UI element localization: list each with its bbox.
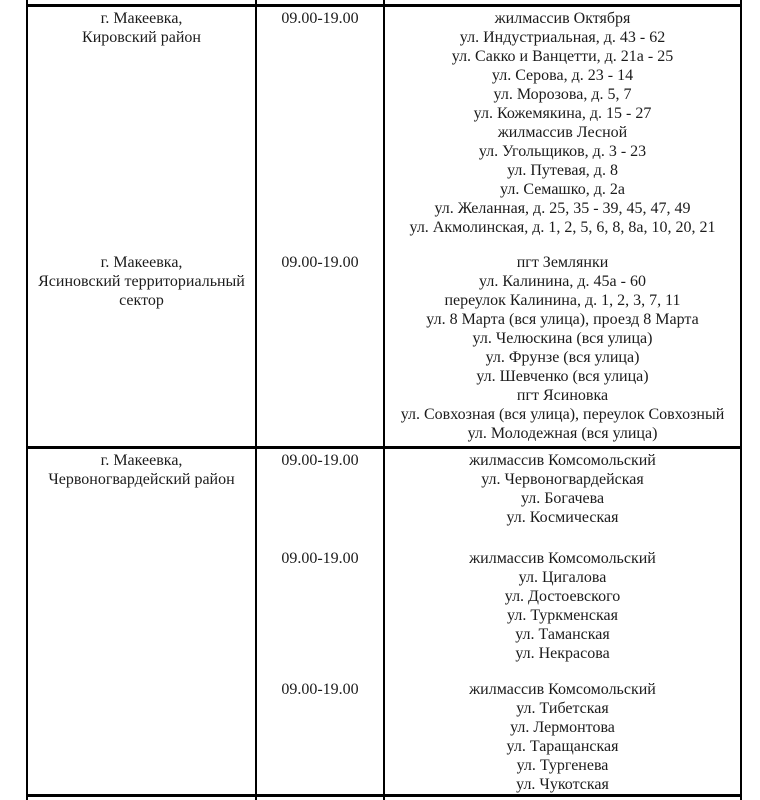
street-lines	[385, 9, 740, 237]
street-lines	[385, 680, 740, 794]
location-line: г. Макеевка,	[100, 254, 183, 271]
streets-cell	[385, 663, 742, 680]
location-cell	[26, 527, 257, 549]
street-line: ул. Угольщиков, д. 3 - 23	[478, 143, 647, 160]
streets-cell	[385, 0, 742, 4]
time-cell	[257, 549, 385, 663]
streets-cell	[385, 237, 742, 253]
time-cell	[257, 449, 385, 527]
street-line: ул. Морозова, д. 5, 7	[493, 86, 632, 103]
street-line: ул. Богачева	[520, 490, 605, 507]
time-cell	[257, 7, 385, 237]
location-cell	[26, 449, 257, 527]
section-chervonogvardeysky-2	[26, 549, 742, 663]
street-line: ул. Тургенева	[516, 757, 609, 774]
time-range: 09.00-19.00	[281, 550, 359, 567]
streets-cell	[385, 527, 742, 549]
section-chervonogvardeysky-3	[26, 680, 742, 794]
time-cell	[257, 253, 385, 446]
time-cell	[257, 237, 385, 253]
street-line: ул. Калинина, д. 45а - 60	[479, 273, 646, 290]
street-line: ул. Чукотская	[516, 776, 609, 793]
street-line: ул. Червоногвардейская	[481, 471, 644, 488]
outage-schedule-table	[26, 0, 742, 800]
table-row	[26, 7, 742, 446]
street-line: переулок Калинина, д. 1, 2, 3, 7, 11	[444, 292, 681, 309]
location-line: г. Макеевка,	[100, 10, 183, 27]
street-line: жилмассив Комсомольский	[469, 681, 656, 698]
location-line: Ясиновский территориальный	[38, 273, 245, 290]
streets-cell	[385, 680, 742, 794]
streets-cell	[385, 253, 742, 446]
street-line: пгт Ясиновка	[516, 387, 609, 404]
location-cell	[26, 680, 257, 794]
location-cell	[26, 549, 257, 663]
street-line: ул. 8 Марта (вся улица), проезд 8 Марта	[426, 311, 699, 328]
street-line: ул. Челюскина (вся улица)	[472, 330, 653, 347]
street-line: ул. Достоевского	[504, 588, 621, 605]
location-lines	[28, 451, 255, 489]
street-line: жилмассив Комсомольский	[469, 550, 656, 567]
location-cell	[26, 0, 257, 4]
time-cell	[257, 527, 385, 549]
location-cell	[26, 7, 257, 237]
location-cell	[26, 253, 257, 446]
time-range: 09.00-19.00	[281, 452, 359, 469]
section-spacer	[26, 527, 742, 549]
street-line: ул. Таманская	[515, 626, 610, 643]
street-line: ул. Сакко и Ванцетти, д. 21а - 25	[451, 48, 674, 65]
location-line: Червоногвардейский район	[48, 471, 235, 488]
street-line: ул. Акмолинская, д. 1, 2, 5, 6, 8, 8а, 10, 20, 21	[409, 219, 716, 236]
section-yasinovsky	[26, 253, 742, 446]
time-cell	[257, 663, 385, 680]
time-range: 09.00-19.00	[281, 254, 359, 271]
location-cell	[26, 663, 257, 680]
streets-cell	[385, 449, 742, 527]
street-line: ул. Таращанская	[506, 738, 619, 755]
location-line: г. Макеевка,	[100, 452, 183, 469]
time-range: 09.00-19.00	[281, 681, 359, 698]
location-lines	[28, 9, 255, 47]
table-row	[26, 449, 742, 794]
street-line: ул. Фрунзе (вся улица)	[485, 349, 640, 366]
location-cell	[26, 237, 257, 253]
street-lines	[385, 253, 740, 443]
location-line: сектор	[119, 292, 164, 309]
streets-cell	[385, 549, 742, 663]
street-line: ул. Желанная, д. 25, 35 - 39, 45, 47, 49	[434, 200, 691, 217]
street-line: ул. Шевченко (вся улица)	[476, 368, 649, 385]
section-kirovsky	[26, 7, 742, 237]
section-spacer	[26, 663, 742, 680]
street-line: пгт Землянки	[516, 254, 609, 271]
street-line: ул. Цигалова	[518, 569, 607, 586]
section-chervonogvardeysky-1	[26, 449, 742, 527]
street-line: ул. Серова, д. 23 - 14	[491, 67, 634, 84]
street-line: жилмассив Лесной	[497, 124, 628, 141]
location-line: Кировский район	[82, 29, 201, 46]
street-line: ул. Некрасова	[515, 645, 610, 662]
street-lines	[385, 549, 740, 663]
section-spacer	[26, 237, 742, 253]
street-line: ул. Тибетская	[516, 700, 609, 717]
street-line: ул. Космическая	[506, 509, 619, 526]
street-line: ул. Кожемякина, д. 15 - 27	[473, 105, 652, 122]
street-line: ул. Путевая, д. 8	[507, 162, 618, 179]
street-line: жилмассив Октября	[494, 10, 631, 27]
street-line: ул. Индустриальная, д. 43 - 62	[459, 29, 666, 46]
location-lines	[28, 253, 255, 310]
street-line: жилмассив Комсомольский	[469, 452, 656, 469]
clipped-row-top	[26, 0, 742, 4]
time-cell	[257, 680, 385, 794]
street-line: ул. Туркменская	[507, 607, 618, 624]
street-line: ул. Лермонтова	[510, 719, 615, 736]
street-line: ул. Совхозная (вся улица), переулок Совхозный	[400, 406, 725, 423]
street-line: ул. Молодежная (вся улица)	[467, 425, 658, 442]
street-lines	[385, 451, 740, 527]
street-line: ул. Семашко, д. 2а	[500, 181, 625, 198]
time-cell	[257, 0, 385, 4]
streets-cell	[385, 7, 742, 237]
time-range: 09.00-19.00	[281, 10, 359, 27]
